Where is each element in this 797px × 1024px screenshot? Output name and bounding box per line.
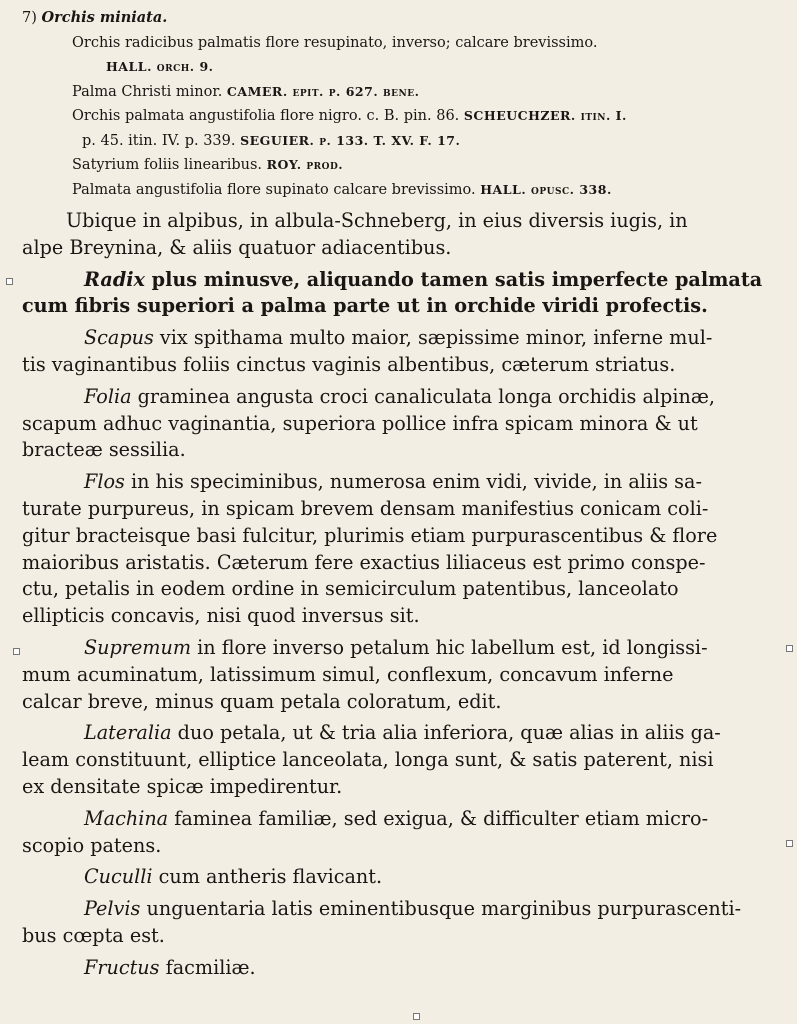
paragraph (22, 325, 783, 379)
paragraph-line (22, 806, 783, 833)
paragraph-line (22, 208, 783, 235)
synonym-line: p. 45. itin. IV. p. 339. SEGUIER. p. 133. T. XV. F. 17. (82, 132, 461, 149)
paragraph-lead: Lateralia (84, 721, 172, 745)
paragraph (22, 469, 783, 630)
paragraph-line (22, 896, 783, 923)
paragraph-text: in his speciminibus, numerosa enim vidi, vivide, in aliis sa- (124, 470, 702, 494)
paragraph-text: cum antheris flavicant. (152, 865, 383, 889)
synonym-line: HALL. orch. 9. (106, 59, 214, 74)
paragraph-text: calcar breve, minus quam petala coloratum, edit. (22, 689, 502, 713)
paragraph-text: turate purpureus, in spicam brevem densam manifestius conicam coli- (22, 496, 709, 520)
paragraph-text: ctu, petalis in eodem ordine in semicirculum patentibus, lanceolato (22, 577, 679, 601)
paragraph-line (22, 864, 783, 891)
scan-marker-icon (6, 278, 13, 285)
description-body (22, 208, 783, 982)
paragraph-line (22, 469, 783, 496)
paragraph-text: vix spithama multo maior, sæpissime minor, inferne mul- (153, 326, 713, 350)
paragraph-lead: Pelvis (84, 897, 141, 921)
paragraph-line (22, 496, 783, 523)
paragraph (22, 208, 783, 262)
paragraph-text: alpe Breynina, & aliis quatuor adiacentibus. (22, 235, 452, 259)
paragraph-lead: Folia (84, 384, 132, 408)
paragraph-line (22, 352, 783, 379)
paragraph-line (22, 523, 783, 550)
paragraph (22, 806, 783, 860)
paragraph-text: gitur bracteisque basi fulcitur, plurimis etiam purpurascentibus & flore (22, 523, 718, 547)
paragraph (22, 864, 783, 891)
paragraph-text: Ubique in alpibus, in albula-Schneberg, in eius diversis iugis, in (66, 209, 688, 232)
paragraph-text: plus minusve, aliquando tamen satis imperfecte palmata (144, 267, 763, 291)
paragraph-text: scopio patens. (22, 833, 162, 857)
paragraph-line (22, 774, 783, 801)
scan-marker-icon (786, 645, 793, 652)
paragraph-text: faminea familiæ, sed exigua, & difficulter etiam micro- (168, 806, 709, 830)
paragraph-lead: Fructus (84, 955, 160, 979)
paragraph-line (22, 437, 783, 464)
paragraph-line (22, 635, 783, 662)
paragraph-line (22, 603, 783, 630)
paragraph-text: bracteæ sessilia. (22, 438, 186, 462)
paragraph-line (22, 235, 783, 262)
paragraph (22, 955, 783, 982)
paragraph-text: duo petala, ut & tria alia inferiora, quæ alias in aliis ga- (171, 721, 721, 745)
paragraph-line (22, 576, 783, 603)
paragraph-line (22, 384, 783, 411)
paragraph-line (22, 923, 783, 950)
scan-marker-icon (786, 840, 793, 847)
paragraph-text: in flore inverso petalum hic labellum est, id longissi- (191, 635, 708, 659)
paragraph-text: cum fibris superiori a palma parte ut in orchide viridi profectis. (22, 294, 708, 318)
paragraph-text: leam constituunt, elliptice lanceolata, longa sunt, & satis paterent, nisi (22, 748, 714, 772)
paragraph-text: ellipticis concavis, nisi quod inversus sit. (22, 604, 420, 628)
paragraph-line (22, 720, 783, 747)
paragraph-lead: Supremum (84, 635, 192, 659)
paragraph-line (22, 293, 783, 320)
paragraph-text: bus cœpta est. (22, 923, 165, 947)
paragraph (22, 896, 783, 950)
synonymy-block (22, 6, 783, 202)
paragraph-text: unguentaria latis eminentibusque marginibus purpurascenti- (140, 897, 742, 921)
paragraph-lead: Machina (84, 806, 169, 830)
paragraph-text: maioribus aristatis. Cæterum fere exactius liliaceus est primo conspe- (22, 550, 706, 574)
paragraph-lead: Radix (84, 267, 145, 291)
paragraph-text: tis vaginantibus foliis cinctus vaginis albentibus, cæterum striatus. (22, 352, 676, 376)
species-number: 7) (22, 10, 37, 26)
paragraph-text: mum acuminatum, latissimum simul, conflexum, concavum inferne (22, 662, 674, 686)
paragraph-lead: Scapus (84, 326, 154, 350)
species-heading (22, 6, 783, 31)
paragraph-line (22, 747, 783, 774)
synonym-line: Palmata angustifolia flore supinato calcare brevissimo. HALL. opusc. 338. (72, 181, 612, 198)
paragraph-text: scapum adhuc vaginantia, superiora pollice infra spicam minora & ut (22, 411, 698, 435)
paragraph (22, 720, 783, 800)
synonym-line: Orchis radicibus palmatis flore resupinato, inverso; calcare brevissimo. (72, 34, 598, 51)
synonym-line: Satyrium foliis linearibus. ROY. prod. (72, 157, 344, 173)
paragraph-text: graminea angusta croci canaliculata longa orchidis alpinæ, (131, 384, 715, 408)
paragraph-line (22, 689, 783, 716)
paragraph-text: ex densitate spicæ impedirentur. (22, 774, 343, 798)
synonym-line: Palma Christi minor. CAMER. epit. p. 627. bene. (72, 83, 420, 100)
paragraph (22, 267, 783, 321)
synonym-line: Orchis palmata angustifolia flore nigro. c. B. pin. 86. SCHEUCHZER. itin. I. (72, 108, 627, 124)
paragraph-line (22, 267, 783, 294)
paragraph-line (22, 325, 783, 352)
paragraph (22, 384, 783, 464)
paragraph-line (22, 955, 783, 982)
paragraph-text: facmiliæ. (159, 955, 256, 979)
paragraph-line (22, 833, 783, 860)
scan-marker-icon (413, 1013, 420, 1020)
paragraph-lead: Flos (84, 470, 125, 494)
paragraph-line (22, 411, 783, 438)
paragraph-lead: Cuculli (84, 865, 153, 889)
paragraph-line (22, 550, 783, 577)
scan-marker-icon (13, 648, 20, 655)
paragraph-line (22, 662, 783, 689)
paragraph (22, 635, 783, 715)
species-title: Orchis miniata. (41, 9, 168, 26)
